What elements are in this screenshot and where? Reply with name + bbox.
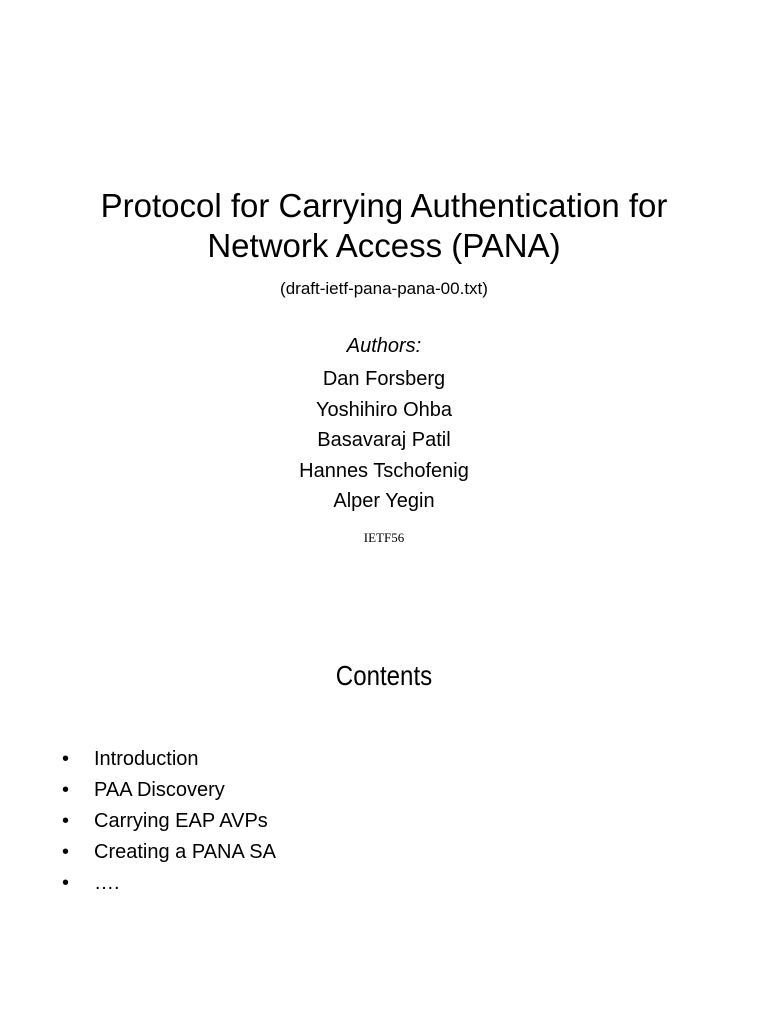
contents-item bbox=[62, 868, 276, 899]
slide-title bbox=[0, 186, 768, 266]
bullet-icon: • bbox=[62, 841, 70, 863]
author-name: Alper Yegin bbox=[333, 490, 435, 512]
author-name: Yoshihiro Ohba bbox=[315, 398, 453, 421]
contents-item bbox=[62, 837, 276, 868]
contents-list bbox=[62, 744, 276, 899]
title-line-1: Protocol for Carrying Authentication for bbox=[100, 187, 668, 224]
contents-item bbox=[62, 744, 276, 775]
author-name: Basavaraj Patil bbox=[317, 429, 451, 451]
contents-item bbox=[62, 806, 276, 837]
contents-item-label: PAA Discovery bbox=[94, 779, 225, 801]
contents-item-label: Carrying EAP AVPs bbox=[94, 810, 268, 832]
contents-item-label: Creating a PANA SA bbox=[94, 841, 276, 863]
bullet-icon: • bbox=[62, 872, 70, 894]
contents-heading: Contents bbox=[335, 660, 433, 691]
bullet-icon: • bbox=[62, 810, 70, 832]
draft-filename: (draft-ietf-pana-pana-00.txt) bbox=[280, 279, 488, 298]
contents-item bbox=[62, 775, 276, 806]
contents-item-label: …. bbox=[94, 872, 120, 894]
contents-item-label: Introduction bbox=[94, 748, 199, 770]
authors-list bbox=[0, 364, 768, 517]
author-name: Dan Forsberg bbox=[322, 368, 446, 390]
bullet-icon: • bbox=[62, 779, 70, 801]
bullet-icon: • bbox=[62, 748, 70, 770]
event-label: IETF56 bbox=[363, 530, 405, 545]
authors-heading: Authors: bbox=[346, 335, 422, 357]
title-line-2: Network Access (PANA) bbox=[207, 227, 561, 264]
author-name: Hannes Tschofenig bbox=[299, 459, 469, 482]
